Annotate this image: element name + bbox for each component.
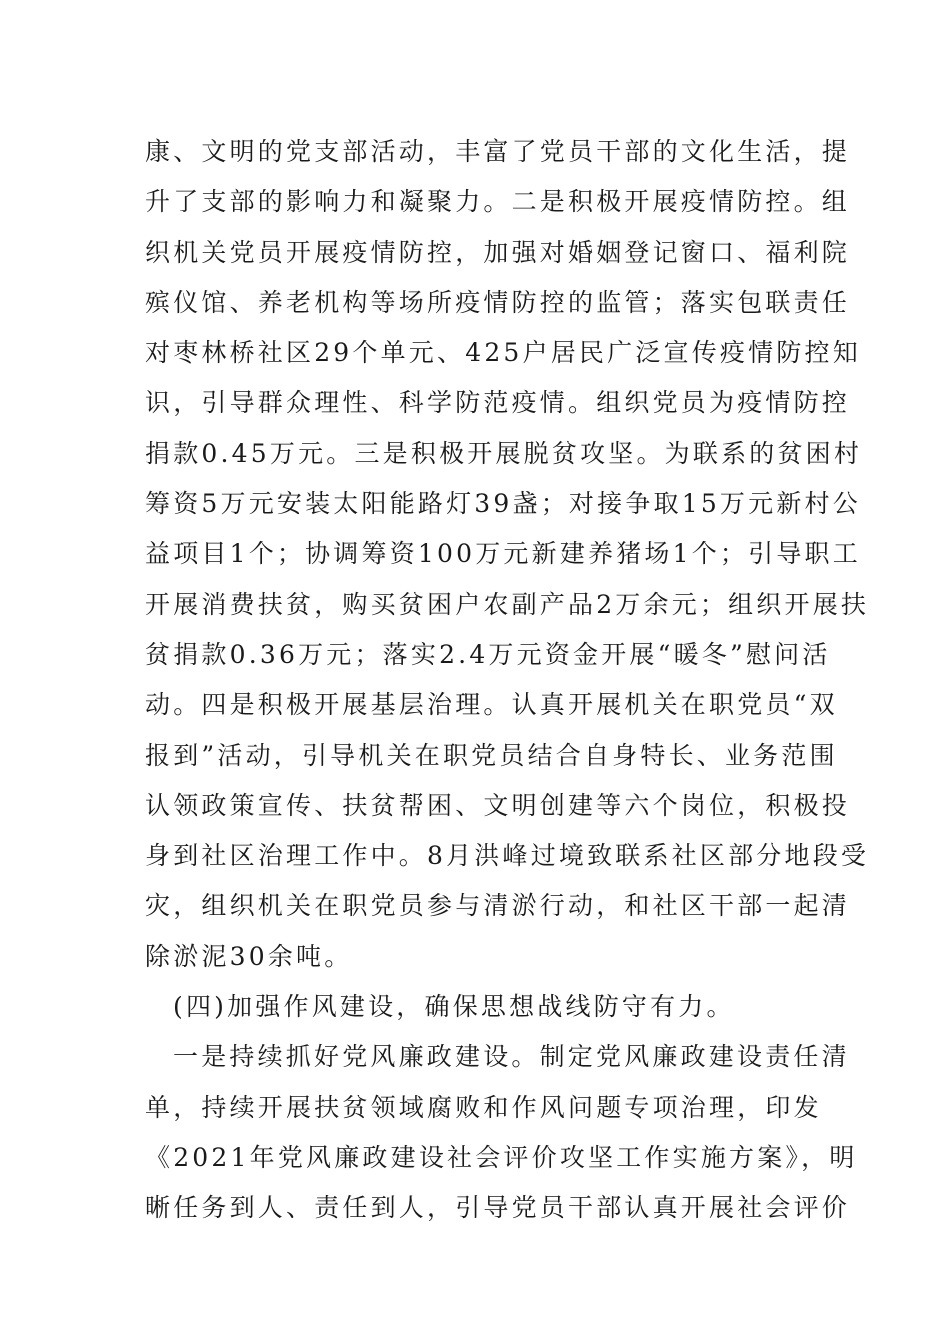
text-line: 贫捐款0.36万元；落实2.4万元资金开展“暖冬”慰问活 [145, 639, 831, 669]
text-line: 捐款0.45万元。三是积极开展脱贫攻坚。为联系的贫困村 [145, 438, 863, 468]
text-line: 织机关党员开展疫情防控，加强对婚姻登记窗口、福利院 [145, 237, 851, 267]
text-line: 筹资5万元安装太阳能路灯39盏；对接争取15万元新村公 [145, 489, 861, 519]
paragraph-first-line: 一是持续抓好党风廉政建设。制定党风廉政建设责任清 [173, 1042, 850, 1072]
text-line: 殡仪馆、养老机构等场所疫情防控的监管；落实包联责任 [145, 287, 851, 317]
text-line: 晰任务到人、责任到人，引导党员干部认真开展社会评价 [145, 1193, 851, 1223]
text-line: 认领政策宣传、扶贫帮困、文明创建等六个岗位，积极投 [145, 790, 851, 820]
text-line: 报到”活动，引导机关在职党员结合自身特长、业务范围 [145, 740, 838, 770]
text-line: 康、文明的党支部活动，丰富了党员干部的文化生活，提 [145, 137, 851, 166]
section-heading: (四)加强作风建设，确保思想战线防守有力。 [173, 992, 735, 1022]
text-line: 《2021年党风廉政建设社会评价攻坚工作实施方案》，明 [145, 1142, 858, 1172]
paragraph-end-line: 除淤泥30余吨。 [145, 941, 353, 971]
body-text [145, 127, 870, 1234]
text-line: 单，持续开展扶贫领域腐败和作风问题专项治理，印发 [145, 1092, 822, 1122]
text-line: 灾，组织机关在职党员参与清淤行动，和社区干部一起清 [145, 891, 851, 921]
text-line: 动。四是积极开展基层治理。认真开展机关在职党员“双 [145, 690, 838, 720]
text-line: 识，引导群众理性、科学防范疫情。组织党员为疫情防控 [145, 388, 851, 418]
text-line: 开展消费扶贫，购买贫困户农副产品2万余元；组织开展扶 [145, 589, 870, 619]
text-line: 对枣林桥社区29个单元、425户居民广泛宣传疫情防控知 [145, 338, 861, 368]
text-line: 益项目1个；协调筹资100万元新建养猪场1个；引导职工 [145, 539, 861, 569]
text-line: 身到社区治理工作中。8月洪峰过境致联系社区部分地段受 [145, 841, 870, 871]
text-line: 升了支部的影响力和凝聚力。二是积极开展疫情防控。组 [145, 187, 851, 217]
